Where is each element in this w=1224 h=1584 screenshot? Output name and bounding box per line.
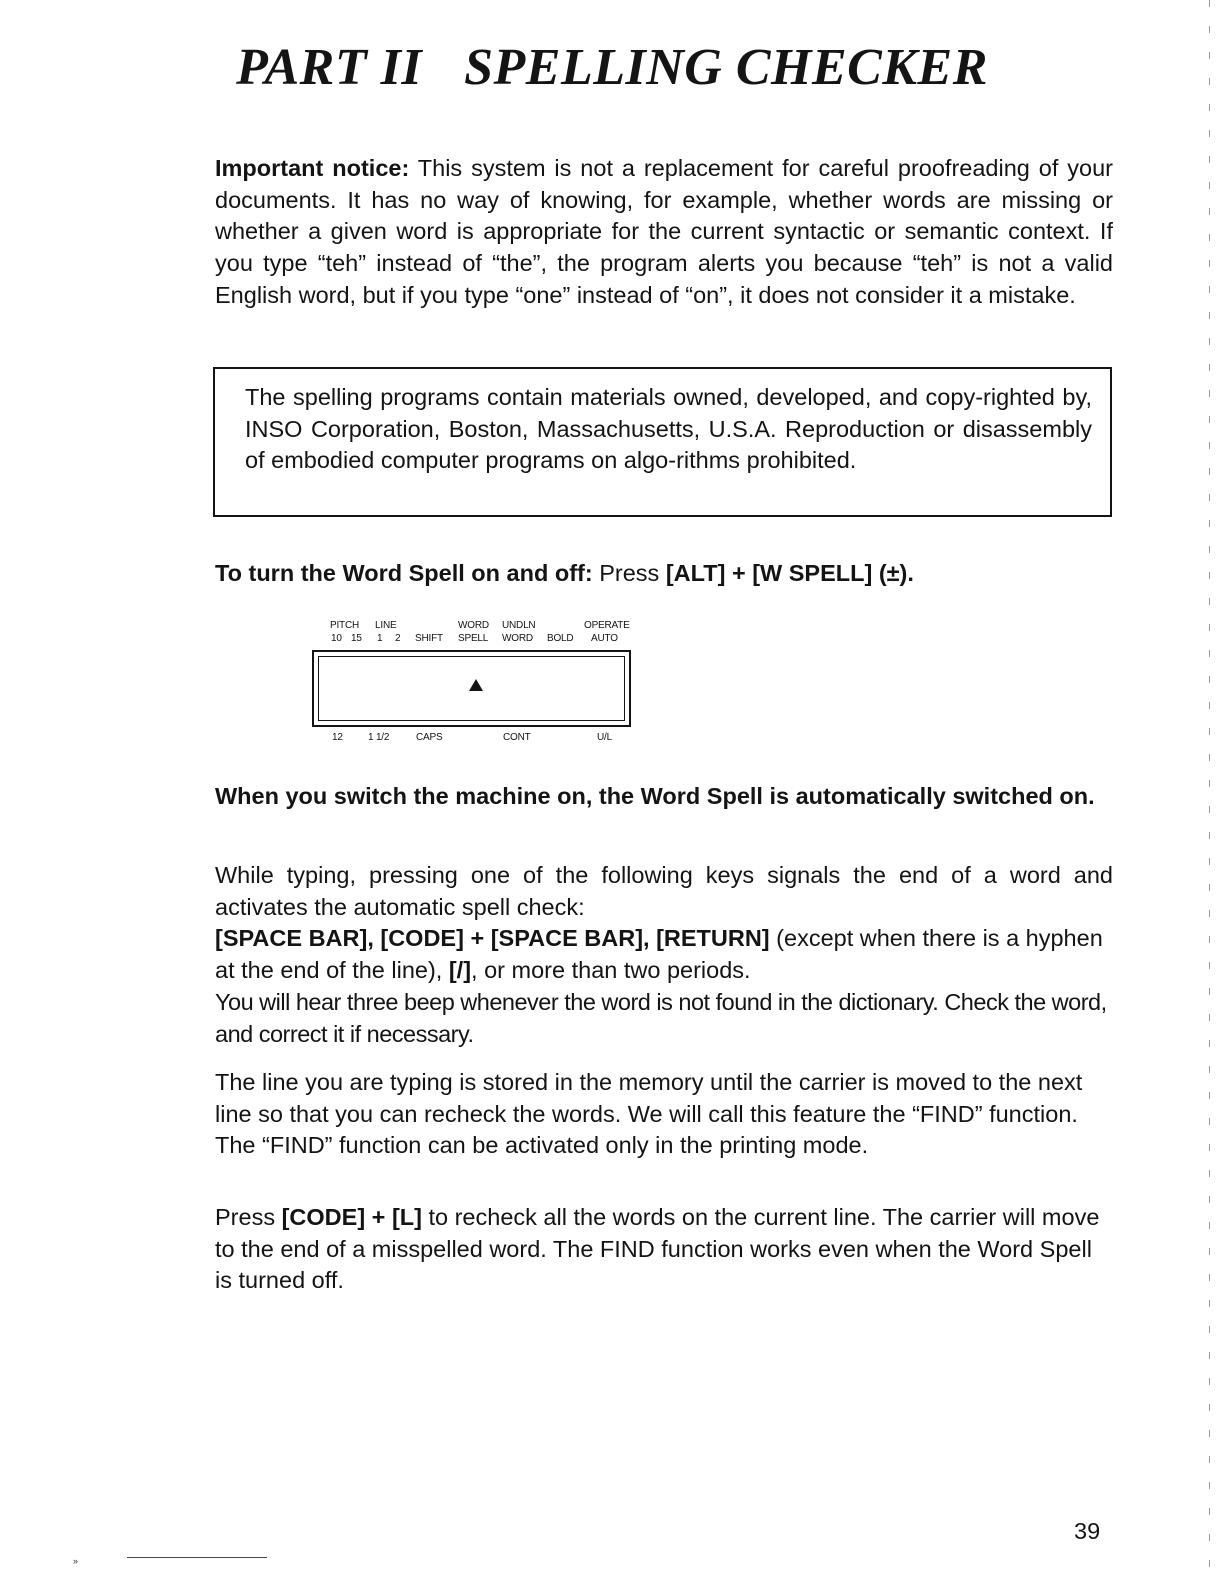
slash-key: [/] <box>448 957 472 984</box>
label-bold: BOLD <box>547 633 574 644</box>
label-word-2: WORD <box>502 633 533 644</box>
typing-intro: While typing, pressing one of the following keys signals the end of a word and activates the automatic spell check: <box>215 862 1113 920</box>
label-pitch: PITCH <box>330 620 360 631</box>
end-keys: [SPACE BAR], [CODE] + [SPACE BAR], [RETURN] <box>215 925 770 952</box>
important-notice <box>215 153 1113 312</box>
recheck-press: Press <box>215 1204 282 1230</box>
bottom-rule <box>127 1557 267 1558</box>
typing-section <box>215 860 1113 1050</box>
label-word: WORD <box>458 620 489 631</box>
label-pitch-15: 15 <box>351 633 362 644</box>
memory-paragraph: The line you are typing is stored in the memory until the carrier is moved to the next line so that you can recheck the words. We will call this feature the “FIND” function. The “FIND” function can be activated only in the printing mode. <box>215 1069 1083 1159</box>
page-title <box>0 38 1224 97</box>
page-number: 39 <box>1074 1518 1101 1544</box>
page-edge-dashes <box>1209 0 1210 1584</box>
label-shift: SHIFT <box>415 633 443 644</box>
part-number: PART II <box>236 39 423 96</box>
end-keys-note: (except when there is a hyphen at the end of the line), <box>215 925 1103 984</box>
label-pitch-10: 10 <box>331 633 342 644</box>
copyright-text: The spelling programs contain materials owned, developed, and copy-righted by, INSO Corporation, Boston, Massachusetts, U.S.A. Reproduction or disassembly of embodied computer programs on algo-rithms prohibited. <box>245 384 1092 473</box>
copyright-box <box>213 367 1112 517</box>
triangle-up-icon <box>469 679 483 691</box>
label-line-2: 2 <box>395 633 401 644</box>
toggle-instruction <box>215 560 914 587</box>
part-name: SPELLING CHECKER <box>464 39 988 96</box>
recheck-text: to recheck all the words on the current line. The carrier will move to the end of a misspelled word. The FIND function works even when the Word Spell is turned off. <box>215 1204 1100 1294</box>
toggle-label: To turn the Word Spell on and off: <box>215 560 593 586</box>
beep-note: You will hear three beep whenever the word is not found in the dictionary. Check the word, and correct it if necessary. <box>215 988 1107 1047</box>
recheck-keys: [CODE] + [L] <box>281 1204 422 1230</box>
label-auto: AUTO <box>591 633 618 644</box>
notice-text: This system is not a replacement for careful proofreading of your documents. It has no way of knowing, for example, whether words are missing or whether a given word is appropriate for the current syntactic or semantic context. If you type “teh” instead of “the”, the program alerts you because “teh” is not a valid English word, but if you type “one” instead of “on”, it does not consider it a mistake. <box>215 155 1113 308</box>
label-operate: OPERATE <box>584 620 630 631</box>
toggle-keys: [ALT] + [W SPELL] (±). <box>665 560 914 586</box>
label-pitch-12: 12 <box>332 732 343 743</box>
periods-note: , or more than two periods. <box>471 957 751 984</box>
end-of-word-keys <box>215 923 1113 986</box>
label-line: LINE <box>375 620 397 631</box>
toggle-press: Press <box>599 560 660 586</box>
label-caps: CAPS <box>416 732 443 743</box>
label-undln: UNDLN <box>502 620 536 631</box>
notice-label: Important notice: <box>215 155 410 181</box>
label-spell: SPELL <box>458 633 489 644</box>
label-cont: CONT <box>503 732 531 743</box>
label-ul: U/L <box>597 732 612 743</box>
label-line-1: 1 <box>377 633 383 644</box>
recheck-paragraph <box>215 1202 1113 1297</box>
auto-on-note: When you switch the machine on, the Word Spell is automatically switched on. <box>215 783 1095 809</box>
scan-mark: » <box>73 1556 79 1566</box>
label-line-1-5: 1 1/2 <box>368 732 390 743</box>
